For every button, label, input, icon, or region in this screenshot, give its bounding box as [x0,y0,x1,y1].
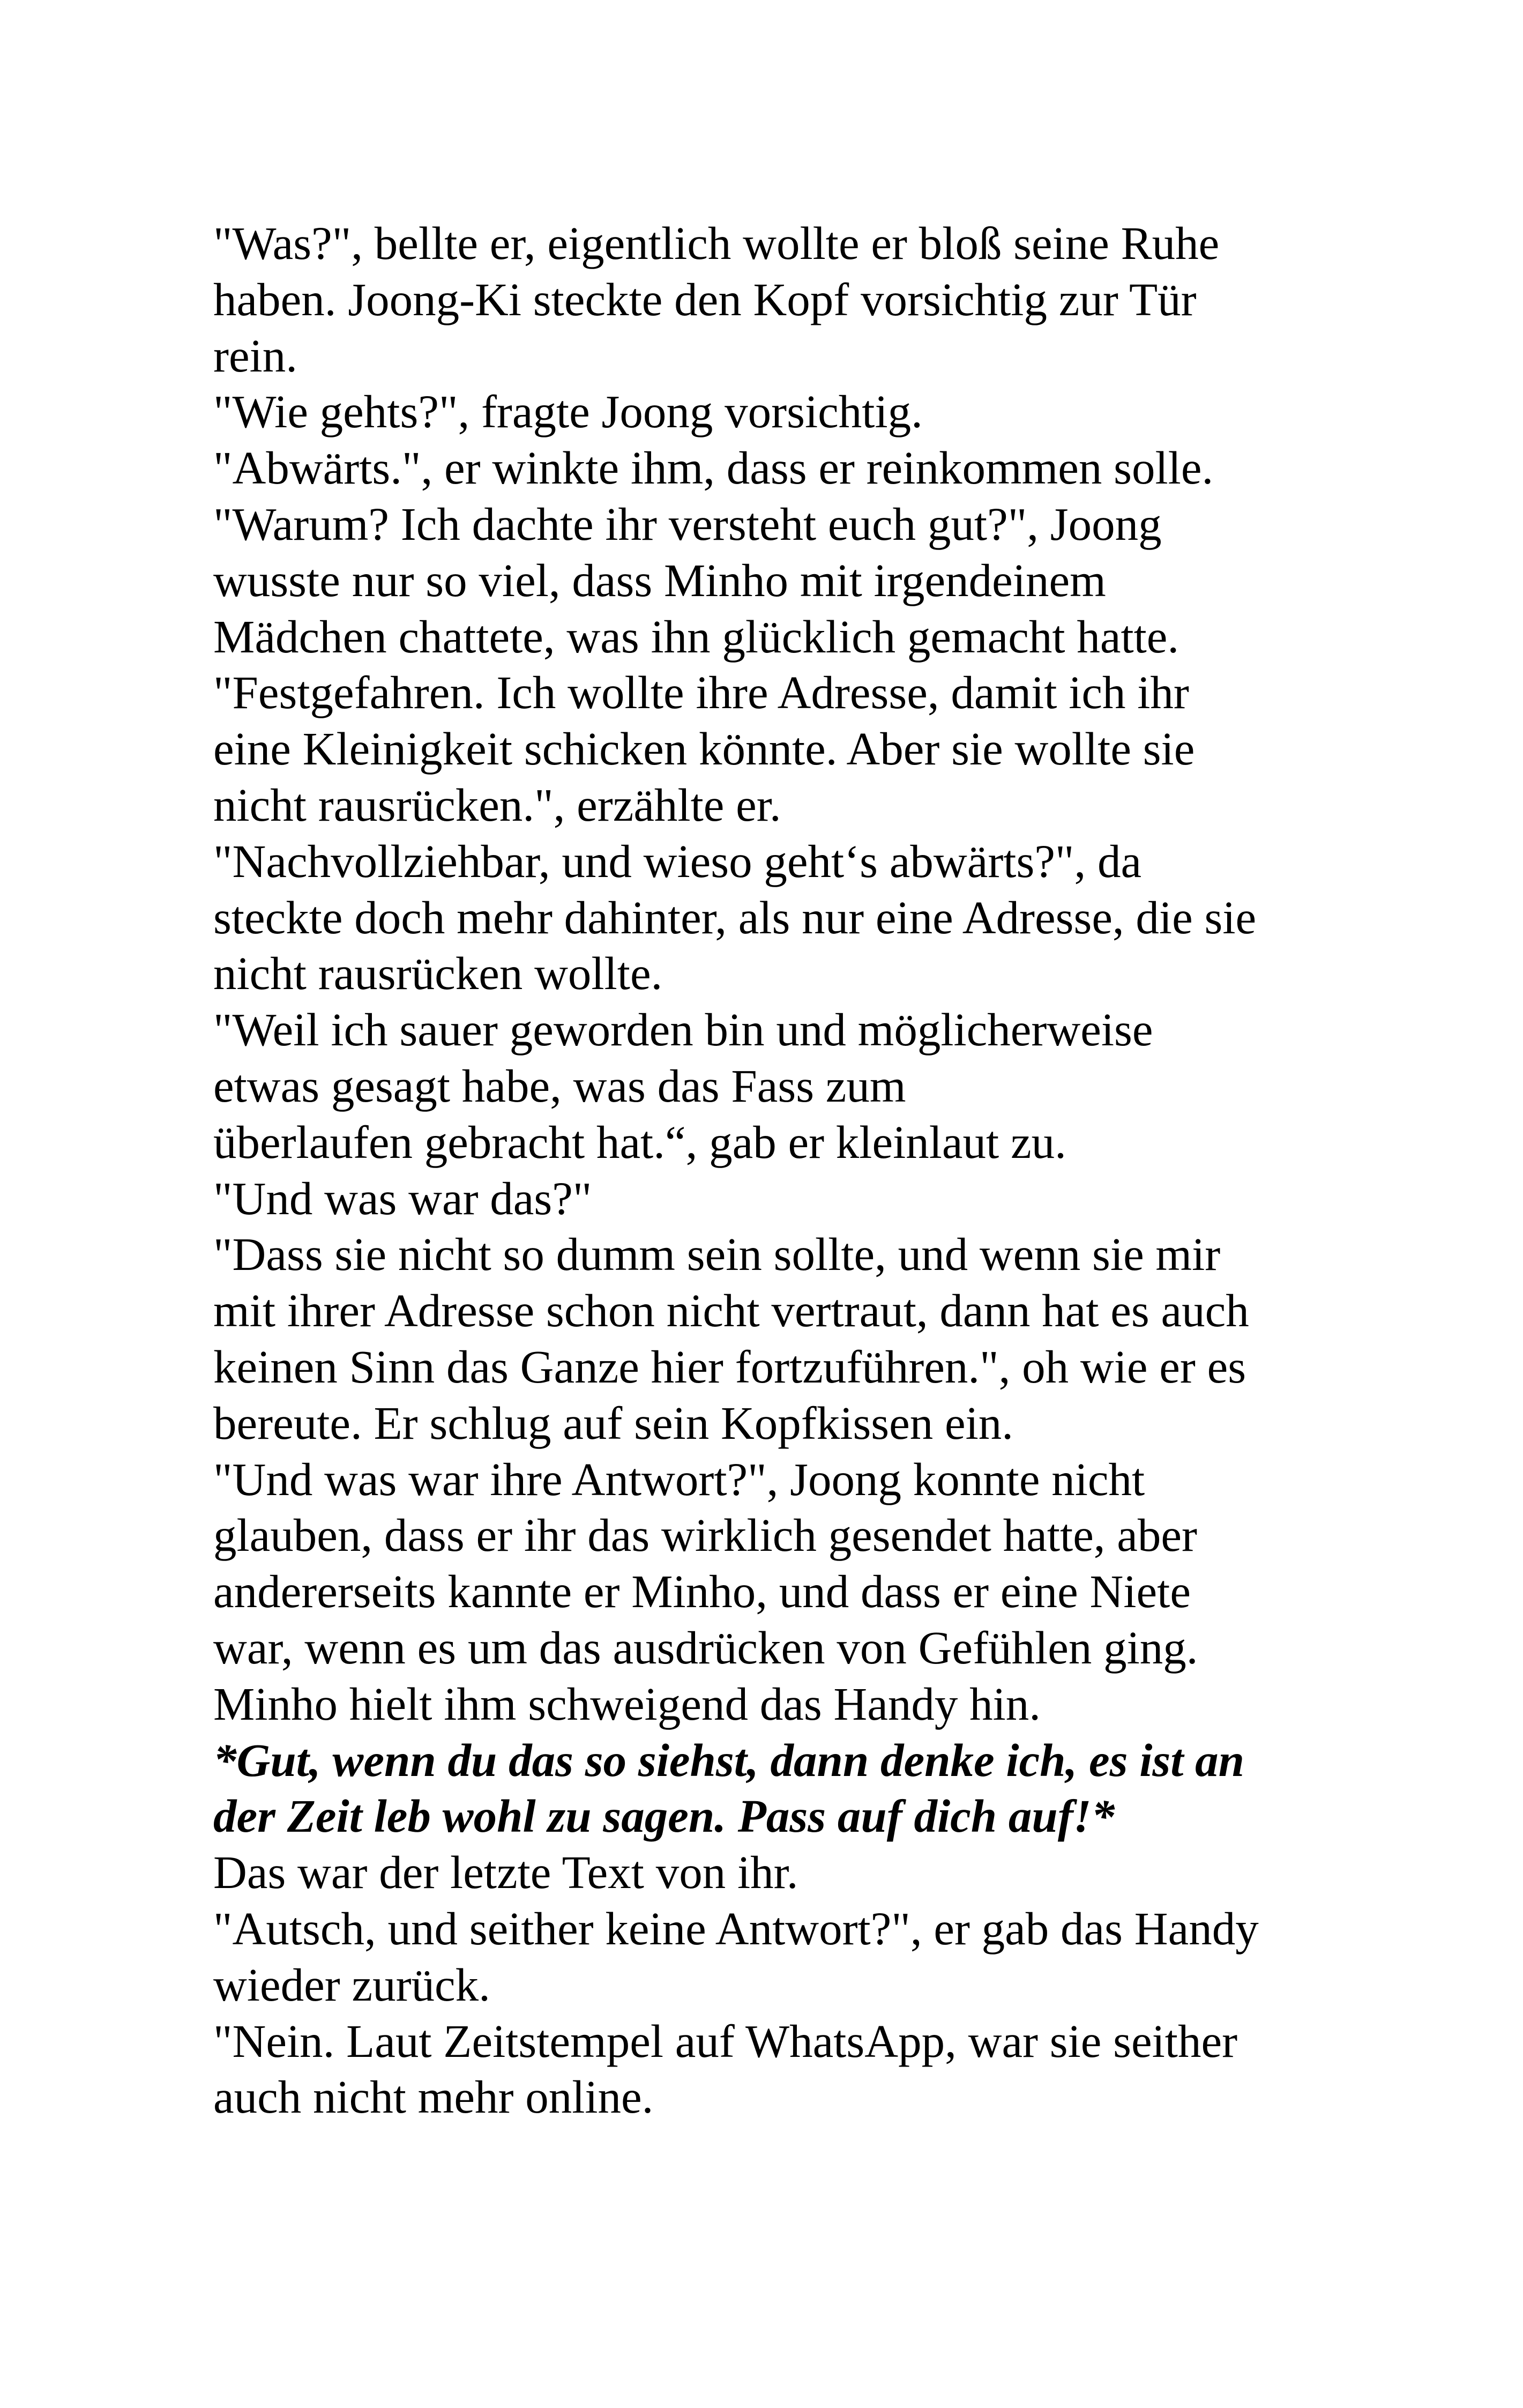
text-line-emphasis: der Zeit leb wohl zu sagen. Pass auf dich auf!* [213,1790,1115,1842]
story-text [213,215,1349,2125]
text-line: "Was?", bellte er, eigentlich wollte er bloß seine Ruhe [213,217,1220,269]
text-line: steckte doch mehr dahinter, als nur eine Adresse, die sie [213,891,1257,943]
text-line: Mädchen chattete, was ihn glücklich gemacht hatte. [213,610,1179,663]
text-line: "Wie gehts?", fragte Joong vorsichtig. [213,385,923,438]
text-line: wusste nur so viel, dass Minho mit irgendeinem [213,554,1106,606]
text-line: andererseits kannte er Minho, und dass er eine Niete [213,1565,1191,1618]
text-line: "Nachvollziehbar, und wieso geht‘s abwärts?", da [213,835,1142,887]
text-line: "Und was war das?" [213,1172,592,1224]
text-line-emphasis: *Gut, wenn du das so siehst, dann denke ich, es ist an [213,1734,1245,1786]
text-line: wieder zurück. [213,1958,490,2011]
text-line: "Weil ich sauer geworden bin und möglicherweise [213,1004,1153,1056]
text-line: haben. Joong-Ki steckte den Kopf vorsichtig zur Tür [213,273,1197,325]
text-line: war, wenn es um das ausdrücken von Gefühlen ging. [213,1621,1198,1674]
text-line: "Festgefahren. Ich wollte ihre Adresse, damit ich ihr [213,666,1189,719]
text-line: "Warum? Ich dachte ihr versteht euch gut?", Joong [213,497,1162,550]
text-line: nicht rausrücken wollte. [213,947,663,1000]
text-line: bereute. Er schlug auf sein Kopfkissen ein. [213,1396,1014,1449]
text-line: keinen Sinn das Ganze hier fortzuführen.", oh wie er es [213,1340,1246,1393]
text-line: eine Kleinigkeit schicken könnte. Aber sie wollte sie [213,723,1195,775]
text-line: nicht rausrücken.", erzählte er. [213,778,781,831]
text-line: etwas gesagt habe, was das Fass zum [213,1059,906,1112]
text-line: rein. [213,329,298,382]
text-line: "Autsch, und seither keine Antwort?", er gab das Handy [213,1902,1259,1954]
text-line: überlaufen gebracht hat.“, gab er kleinlaut zu. [213,1116,1066,1168]
text-line: auch nicht mehr online. [213,2071,654,2123]
text-line: "Nein. Laut Zeitstempel auf WhatsApp, war sie seither [213,2015,1238,2067]
text-line: Das war der letzte Text von ihr. [213,1846,798,1899]
text-line: Minho hielt ihm schweigend das Handy hin. [213,1677,1041,1730]
text-line: glauben, dass er ihr das wirklich gesendet hatte, aber [213,1509,1198,1562]
text-line: mit ihrer Adresse schon nicht vertraut, dann hat es auch [213,1284,1249,1337]
text-line: "Abwärts.", er winkte ihm, dass er reinkommen solle. [213,442,1214,494]
text-line: "Und was war ihre Antwort?", Joong konnte nicht [213,1453,1145,1505]
text-line: "Dass sie nicht so dumm sein sollte, und wenn sie mir [213,1228,1221,1281]
